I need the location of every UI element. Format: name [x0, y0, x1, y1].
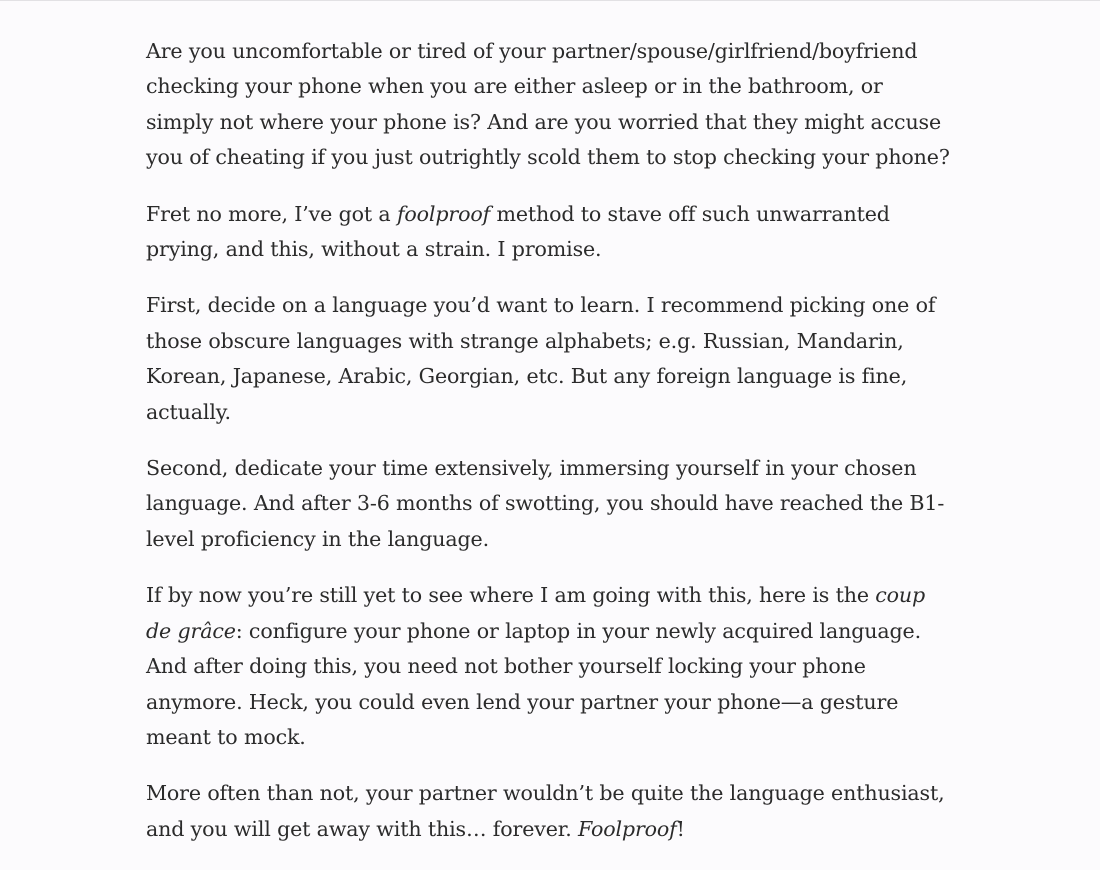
paragraph-5 — [146, 578, 954, 755]
paragraph-3: First, decide on a language you’d want to learn. I recommend picking one of those obscure languages with strange alphabets; e.g. Russian, Mandarin, Korean, Japanese, Arabic, Georgian, etc. But any foreign language is fine, actually. — [146, 293, 936, 424]
paragraph-4: Second, dedicate your time extensively, immersing yourself in your chosen language. And after 3-6 months of swotting, you should have reached the B1-level proficiency in the language. — [146, 456, 945, 551]
paragraph-2-text-end: method to stave off such unwarranted prying, and this, without a strain. I promise. — [146, 201, 890, 262]
paragraph-6 — [146, 776, 954, 847]
emphasis-coup-de-grace: coup de grâce — [146, 583, 926, 643]
emphasis-foolproof: foolproof — [396, 201, 491, 226]
paragraph-5-text-end: : configure your phone or laptop in your newly acquired language. And after doing this, you need not bother yourself locking your phone anymore. Heck, you could even lend your partner your phone—a gesture meant to mock. — [146, 618, 921, 749]
paragraph-6-text-start: More often than not, your partner wouldn’t be quite the language enthusiast, and you will get away with this… forever. — [146, 781, 945, 841]
paragraph-2-text-start: Fret no more, I’ve got a — [146, 201, 397, 226]
article-body — [146, 34, 954, 868]
paragraph-6-text-end: ! — [676, 816, 685, 841]
paragraph-5-text-start: If by now you’re still yet to see where I am going with this, here is the — [146, 583, 876, 608]
paragraph-2 — [146, 197, 954, 268]
emphasis-foolproof-final: Foolproof — [577, 816, 677, 841]
paragraph-1: Are you uncomfortable or tired of your partner/spouse/girlfriend/boyfriend checking your phone when you are either asleep or in the bathroom, or simply not where your phone is? And are you worried that they might accuse you of cheating if you just outrightly scold them to stop checking your phone? — [146, 39, 950, 170]
